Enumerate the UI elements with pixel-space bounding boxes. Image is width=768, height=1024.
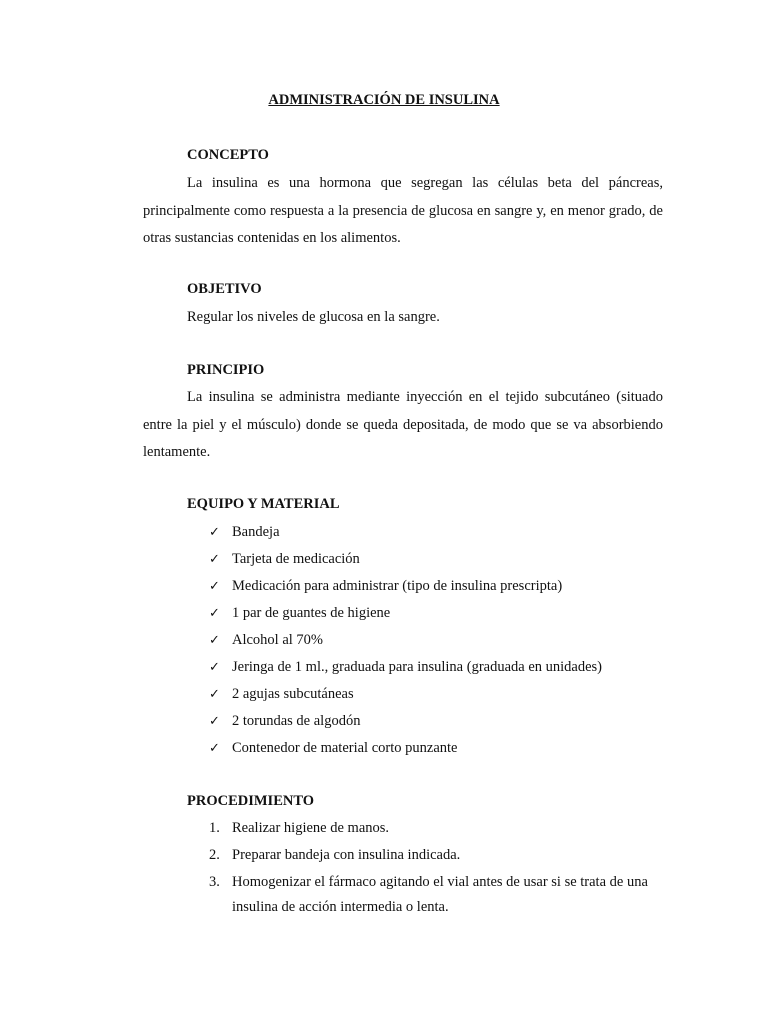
principio-heading: PRINCIPIO [187, 362, 265, 378]
step-number: 2. [209, 847, 220, 863]
step-text-continuation: insulina de acción intermedia o lenta. [232, 899, 449, 915]
principio-paragraph: La insulina se administra mediante inyección en el tejido subcutáneo (situado entre la piel y el músculo) donde se queda depositada, de modo que se va absorbiendo lentamente. [143, 389, 663, 460]
list-item-text: Medicación para administrar (tipo de insulina prescripta) [232, 578, 563, 594]
check-icon: ✓ [209, 579, 220, 594]
concepto-paragraph: La insulina es una hormona que segregan las células beta del páncreas, principalmente como respuesta a la presencia de glucosa en sangre y, en menor grado, de otras sustancias contenidas en los alimentos. [143, 175, 663, 246]
list-item-text: Jeringa de 1 ml., graduada para insulina (graduada en unidades) [232, 659, 603, 675]
list-item-text: 2 agujas subcutáneas [232, 686, 354, 702]
check-icon: ✓ [209, 687, 220, 702]
step-number: 3. [209, 874, 220, 890]
objetivo-heading: OBJETIVO [187, 281, 262, 297]
list-item-text: Tarjeta de medicación [232, 551, 360, 567]
list-item-text: Bandeja [232, 524, 280, 540]
step-text: Homogenizar el fármaco agitando el vial antes de usar si se trata de una [232, 874, 648, 890]
document-title: ADMINISTRACIÓN DE INSULINA [268, 92, 500, 108]
step-text: Preparar bandeja con insulina indicada. [232, 847, 461, 863]
check-icon: ✓ [209, 525, 220, 540]
check-icon: ✓ [209, 552, 220, 567]
concepto-heading: CONCEPTO [187, 147, 269, 163]
list-item-text: Contenedor de material corto punzante [232, 740, 458, 756]
check-icon: ✓ [209, 606, 220, 621]
step-number: 1. [209, 820, 220, 836]
objetivo-text: Regular los niveles de glucosa en la sangre. [187, 309, 440, 325]
list-item-text: 1 par de guantes de higiene [232, 605, 391, 621]
check-icon: ✓ [209, 741, 220, 756]
check-icon: ✓ [209, 633, 220, 648]
list-item-text: 2 torundas de algodón [232, 713, 361, 729]
check-icon: ✓ [209, 714, 220, 729]
procedimiento-heading: PROCEDIMIENTO [187, 793, 315, 809]
step-text: Realizar higiene de manos. [232, 820, 390, 836]
list-item-text: Alcohol al 70% [232, 632, 324, 648]
equipo-heading: EQUIPO Y MATERIAL [187, 496, 340, 512]
check-icon: ✓ [209, 660, 220, 675]
